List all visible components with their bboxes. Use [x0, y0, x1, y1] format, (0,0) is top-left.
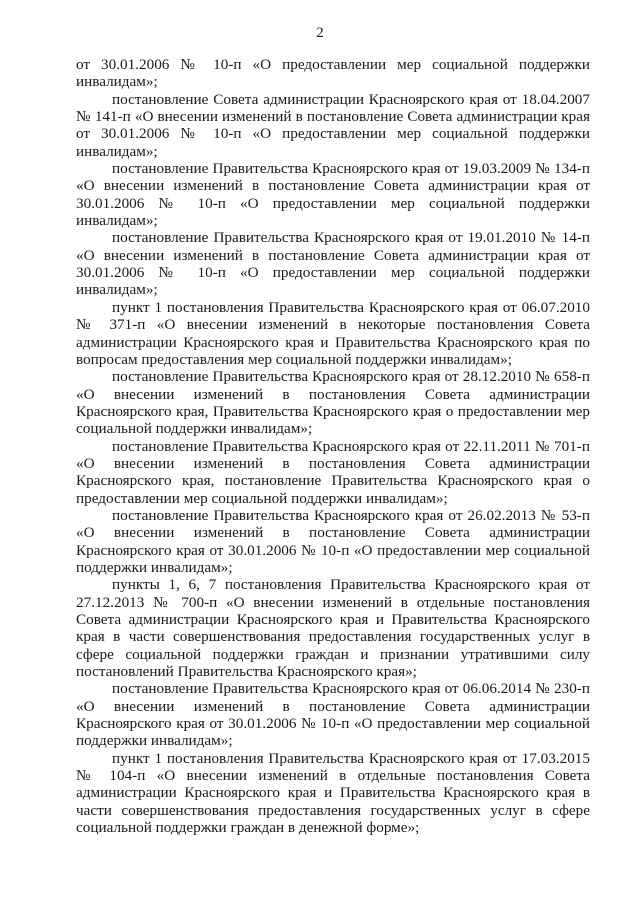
paragraph: постановление Правительства Красноярского края от 19.01.2010 № 14-п «О внесении изменений в постановление Совета администрации края от 30.01.2006 № 10-п «О предоставлении мер социальной поддержки инвалидам»; [76, 229, 590, 299]
paragraph: пункт 1 постановления Правительства Красноярского края от 17.03.2015 № 104-п «О внесении изменений в отдельные постановления Совета администрации Красноярского края и Правительства Красноярского края в части совершенствования предоставления государственных услуг в сфере социальной поддержки граждан в денежной форме»; [76, 749, 590, 837]
paragraph: постановление Правительства Красноярского края от 22.11.2011 № 701-п «О внесении изменений в постановления Совета администрации Красноярского края, постановление Правительства Красноярского края о предоставлении мер социальной поддержки инвалидам»; [76, 437, 590, 507]
paragraph: постановление Совета администрации Красноярского края от 18.04.2007 № 141-п «О внесении изменений в постановление Совета администрации края от 30.01.2006 № 10-п «О предоставлении мер социальной поддержки инвалидам»; [76, 90, 590, 160]
paragraph-continuation: от 30.01.2006 № 10-п «О предоставлении мер социальной поддержки инвалидам»; [76, 56, 590, 91]
paragraph: постановление Правительства Красноярского края от 28.12.2010 № 658-п «О внесении изменений в постановления Совета администрации Красноярского края, Правительства Красноярского края о предоставлении мер социальной поддержки инвалидам»; [76, 368, 590, 438]
paragraph: постановление Правительства Красноярского края от 06.06.2014 № 230-п «О внесении изменений в постановление Совета администрации Красноярского края от 30.01.2006 № 10-п «О предоставлении мер социальной поддержки инвалидам»; [76, 680, 590, 750]
paragraph: пункты 1, 6, 7 постановления Правительства Красноярского края от 27.12.2013 № 700-п «О внесении изменений в отдельные постановления Совета администрации Красноярского края и Правительства Красноярского края в части совершенствования предоставления государственных услуг в сфере социальной поддержки граждан и признании утратившими силу постановлений Правительства Красноярского края»; [76, 576, 590, 681]
paragraph: постановление Правительства Красноярского края от 19.03.2009 № 134-п «О внесении изменений в постановление Совета администрации края от 30.01.2006 № 10-п «О предоставлении мер социальной поддержки инвалидам»; [76, 160, 590, 230]
document-body [76, 56, 590, 836]
paragraph: пункт 1 постановления Правительства Красноярского края от 06.07.2010 № 371-п «О внесении изменений в некоторые постановления Совета администрации Красноярского края и Правительства Красноярского края по вопросам предоставления мер социальной поддержки инвалидам»; [76, 298, 590, 368]
paragraph: постановление Правительства Красноярского края от 26.02.2013 № 53-п «О внесении изменений в постановление Совета администрации Красноярского края от 30.01.2006 № 10-п «О предоставлении мер социальной поддержки инвалидам»; [76, 506, 590, 576]
page-number: 2 [316, 25, 324, 41]
